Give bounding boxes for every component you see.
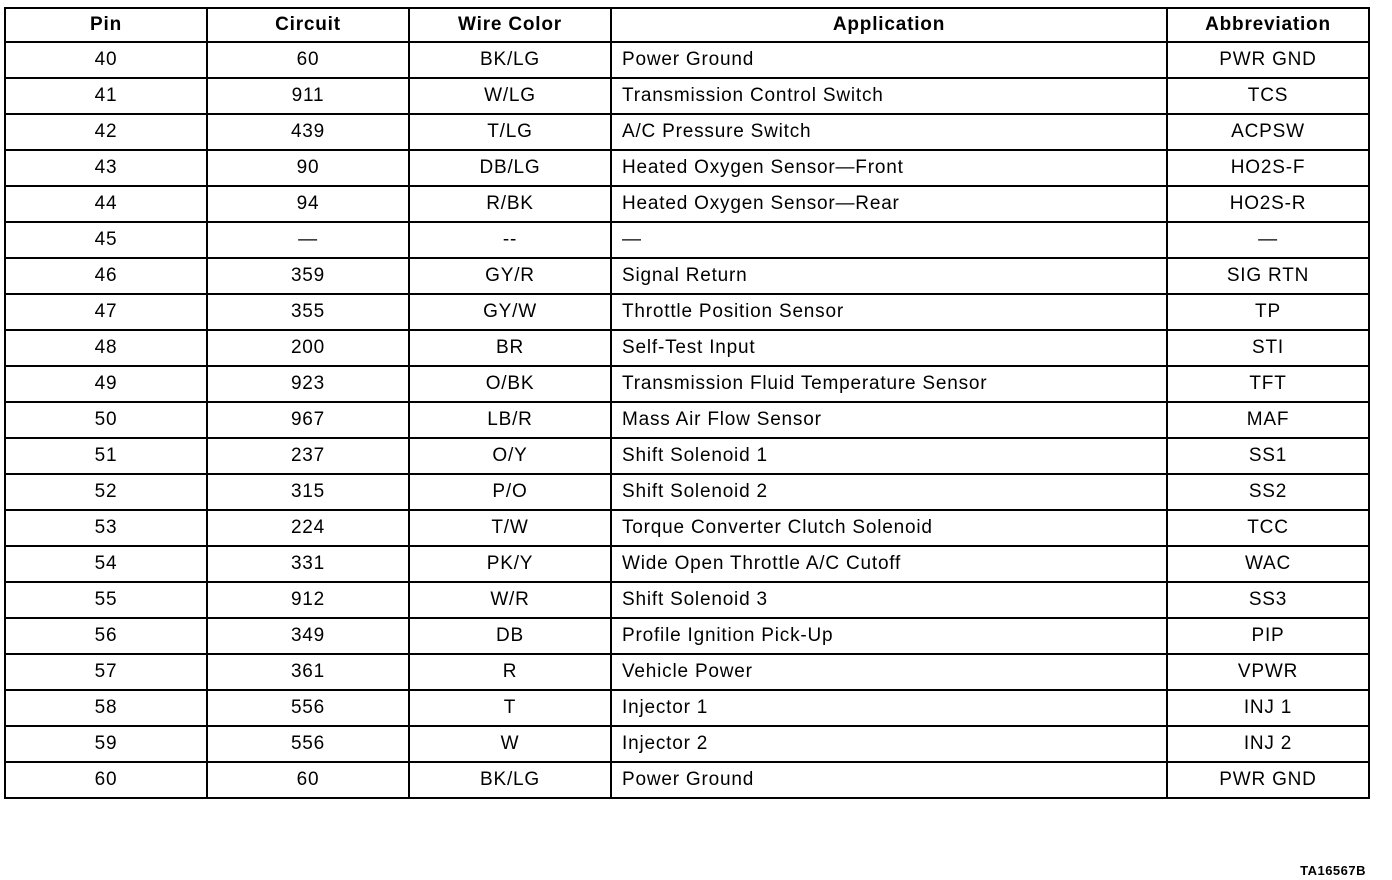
cell-circuit: 200 (207, 330, 409, 366)
cell-application: Transmission Control Switch (611, 78, 1167, 114)
table-row (5, 762, 1369, 798)
cell-application: Shift Solenoid 3 (611, 582, 1167, 618)
cell-abbreviation: WAC (1167, 546, 1369, 582)
figure-code: TA16567B (1300, 863, 1366, 878)
cell-circuit: 361 (207, 654, 409, 690)
table-row (5, 78, 1369, 114)
cell-abbreviation: INJ 2 (1167, 726, 1369, 762)
cell-wire-color: BR (409, 330, 611, 366)
cell-application: Transmission Fluid Temperature Sensor (611, 366, 1167, 402)
table-header-row (5, 8, 1369, 42)
cell-pin: 48 (5, 330, 207, 366)
cell-pin: 55 (5, 582, 207, 618)
cell-pin: 50 (5, 402, 207, 438)
cell-circuit: 60 (207, 42, 409, 78)
table-row (5, 222, 1369, 258)
cell-abbreviation: STI (1167, 330, 1369, 366)
cell-abbreviation: PWR GND (1167, 42, 1369, 78)
cell-application: Heated Oxygen Sensor—Front (611, 150, 1167, 186)
table-row (5, 150, 1369, 186)
cell-abbreviation: SS2 (1167, 474, 1369, 510)
cell-pin: 60 (5, 762, 207, 798)
cell-abbreviation: INJ 1 (1167, 690, 1369, 726)
cell-wire-color: T/LG (409, 114, 611, 150)
table-row (5, 654, 1369, 690)
cell-wire-color: DB/LG (409, 150, 611, 186)
table-row (5, 366, 1369, 402)
cell-wire-color: T/W (409, 510, 611, 546)
cell-circuit: 90 (207, 150, 409, 186)
table-row (5, 546, 1369, 582)
cell-pin: 54 (5, 546, 207, 582)
table-row (5, 186, 1369, 222)
cell-application: Throttle Position Sensor (611, 294, 1167, 330)
cell-abbreviation: HO2S-R (1167, 186, 1369, 222)
cell-application: Power Ground (611, 42, 1167, 78)
cell-circuit: 349 (207, 618, 409, 654)
cell-circuit: 923 (207, 366, 409, 402)
cell-abbreviation: VPWR (1167, 654, 1369, 690)
cell-circuit: 237 (207, 438, 409, 474)
cell-application: Signal Return (611, 258, 1167, 294)
cell-wire-color: R/BK (409, 186, 611, 222)
cell-application: Injector 2 (611, 726, 1167, 762)
cell-circuit: 315 (207, 474, 409, 510)
cell-pin: 40 (5, 42, 207, 78)
cell-wire-color: O/BK (409, 366, 611, 402)
table-row (5, 510, 1369, 546)
cell-wire-color: W/R (409, 582, 611, 618)
cell-pin: 47 (5, 294, 207, 330)
cell-application: Heated Oxygen Sensor—Rear (611, 186, 1167, 222)
cell-application: Power Ground (611, 762, 1167, 798)
cell-wire-color: GY/R (409, 258, 611, 294)
table-row (5, 582, 1369, 618)
header-circuit: Circuit (207, 8, 409, 42)
cell-abbreviation: MAF (1167, 402, 1369, 438)
cell-pin: 43 (5, 150, 207, 186)
cell-abbreviation: HO2S-F (1167, 150, 1369, 186)
table-row (5, 618, 1369, 654)
cell-application: Shift Solenoid 1 (611, 438, 1167, 474)
table-row (5, 258, 1369, 294)
header-pin: Pin (5, 8, 207, 42)
cell-wire-color: BK/LG (409, 42, 611, 78)
cell-abbreviation: SS1 (1167, 438, 1369, 474)
cell-application: Shift Solenoid 2 (611, 474, 1167, 510)
cell-pin: 44 (5, 186, 207, 222)
cell-circuit: 556 (207, 690, 409, 726)
cell-abbreviation: TP (1167, 294, 1369, 330)
cell-pin: 41 (5, 78, 207, 114)
cell-circuit: 911 (207, 78, 409, 114)
pin-table (4, 7, 1370, 799)
cell-application: Mass Air Flow Sensor (611, 402, 1167, 438)
cell-wire-color: GY/W (409, 294, 611, 330)
cell-abbreviation: SIG RTN (1167, 258, 1369, 294)
table-row (5, 402, 1369, 438)
cell-application: — (611, 222, 1167, 258)
header-wire-color: Wire Color (409, 8, 611, 42)
cell-abbreviation: PWR GND (1167, 762, 1369, 798)
cell-circuit: 439 (207, 114, 409, 150)
cell-abbreviation: SS3 (1167, 582, 1369, 618)
cell-application: A/C Pressure Switch (611, 114, 1167, 150)
cell-abbreviation: ACPSW (1167, 114, 1369, 150)
cell-pin: 52 (5, 474, 207, 510)
cell-wire-color: T (409, 690, 611, 726)
cell-pin: 46 (5, 258, 207, 294)
cell-circuit: 94 (207, 186, 409, 222)
cell-application: Wide Open Throttle A/C Cutoff (611, 546, 1167, 582)
cell-wire-color: W (409, 726, 611, 762)
cell-abbreviation: TCC (1167, 510, 1369, 546)
table-row (5, 42, 1369, 78)
cell-application: Torque Converter Clutch Solenoid (611, 510, 1167, 546)
cell-abbreviation: TCS (1167, 78, 1369, 114)
table-row (5, 114, 1369, 150)
cell-pin: 49 (5, 366, 207, 402)
cell-wire-color: LB/R (409, 402, 611, 438)
cell-wire-color: W/LG (409, 78, 611, 114)
cell-wire-color: P/O (409, 474, 611, 510)
cell-pin: 42 (5, 114, 207, 150)
cell-circuit: 331 (207, 546, 409, 582)
cell-pin: 53 (5, 510, 207, 546)
cell-pin: 51 (5, 438, 207, 474)
cell-pin: 57 (5, 654, 207, 690)
table-row (5, 690, 1369, 726)
table-row (5, 726, 1369, 762)
cell-abbreviation: TFT (1167, 366, 1369, 402)
cell-abbreviation: — (1167, 222, 1369, 258)
cell-circuit: 224 (207, 510, 409, 546)
table-body (5, 42, 1369, 798)
table-row (5, 438, 1369, 474)
cell-circuit: 967 (207, 402, 409, 438)
cell-circuit: 355 (207, 294, 409, 330)
cell-wire-color: DB (409, 618, 611, 654)
cell-circuit: 556 (207, 726, 409, 762)
cell-application: Injector 1 (611, 690, 1167, 726)
cell-wire-color: BK/LG (409, 762, 611, 798)
cell-circuit: 359 (207, 258, 409, 294)
cell-application: Self-Test Input (611, 330, 1167, 366)
cell-circuit: 60 (207, 762, 409, 798)
cell-wire-color: O/Y (409, 438, 611, 474)
cell-pin: 59 (5, 726, 207, 762)
header-abbreviation: Abbreviation (1167, 8, 1369, 42)
table-row (5, 474, 1369, 510)
header-application: Application (611, 8, 1167, 42)
cell-pin: 45 (5, 222, 207, 258)
cell-wire-color: -- (409, 222, 611, 258)
cell-application: Vehicle Power (611, 654, 1167, 690)
cell-circuit: — (207, 222, 409, 258)
cell-abbreviation: PIP (1167, 618, 1369, 654)
table-row (5, 294, 1369, 330)
cell-pin: 58 (5, 690, 207, 726)
cell-wire-color: R (409, 654, 611, 690)
cell-circuit: 912 (207, 582, 409, 618)
cell-wire-color: PK/Y (409, 546, 611, 582)
table-row (5, 330, 1369, 366)
cell-pin: 56 (5, 618, 207, 654)
cell-application: Profile Ignition Pick-Up (611, 618, 1167, 654)
